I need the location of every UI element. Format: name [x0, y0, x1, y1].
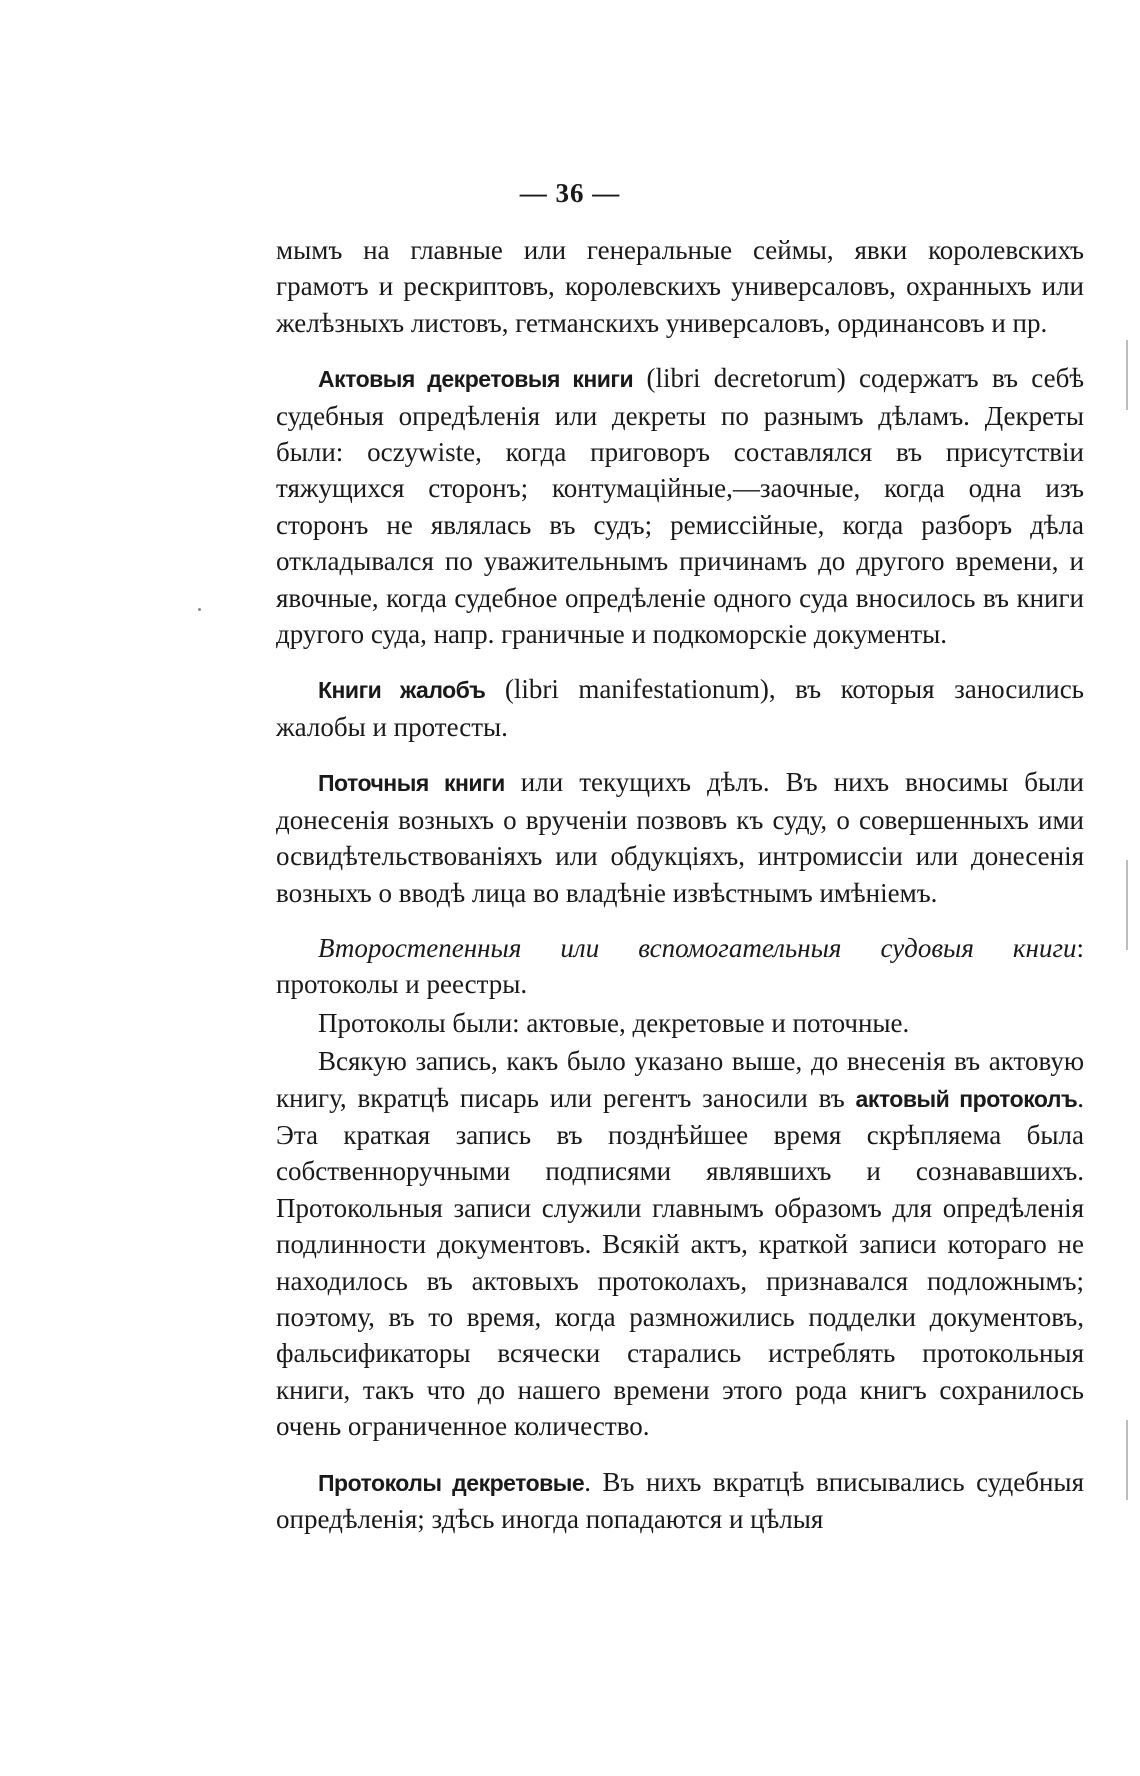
paragraph-decree-protocols: [276, 1464, 1084, 1538]
scan-margin-mark: [1126, 340, 1128, 410]
paragraph-current-books: [276, 764, 1084, 911]
paragraph-act-protocol-text-b: . Эта краткая запись въ позднѣйшее время скрѣпляема была собственноручными подписями являвшихъ и сознававшихъ. Протокольныя записи служили главнымъ образомъ для опредѣленія подлинности документовъ. Всякій актъ, краткой записи котораго не находилось въ актовыхъ протоколахъ, признавался подложнымъ; поэтому, въ то время, когда размножились подделки документовъ, фальсификаторы всячески старались истреблять протокольныя книги, такъ что до нашего времени этого рода книгъ сохранилось очень ограниченное количество.: [276, 1082, 1085, 1442]
paragraph-secondary-books: [276, 930, 1084, 1003]
paragraph-complaint-books-text: (libri manifestationum), въ которыя заносились жалобы и протесты.: [276, 674, 1084, 742]
paragraph-secondary-books-text: : протоколы и реестры.: [276, 932, 1084, 1000]
body-text: [276, 232, 1084, 1556]
scan-speck: [198, 608, 201, 611]
paragraph-current-books-text: или текущихъ дѣлъ. Въ нихъ вносимы были донесенія возныхъ о врученіи позвовъ къ суду, о совершенныхъ ими освидѣтельствованіяхъ или обдукціяхъ, интромиссіи или донесенія возныхъ о вводѣ лица во владѣніе извѣстнымъ имѣніемъ.: [276, 767, 1085, 908]
paragraph-protocols-types-text: Протоколы были: актовые, декретовые и поточные.: [318, 1007, 910, 1038]
term-current-books: Поточныя книги: [318, 770, 505, 797]
paragraph-1: [276, 232, 1084, 341]
term-act-protocol: актовый протоколъ: [855, 1085, 1078, 1112]
paragraph-1-text: мымъ на главные или генеральные сеймы, явки королевскихъ грамотъ и рескриптовъ, королевскихъ универсаловъ, охранныхъ или желѣзныхъ листовъ, гетманскихъ универсаловъ, ординансовъ и пр.: [276, 235, 1084, 338]
paragraph-decree-books-text: (libri decretorum) содержатъ въ себѣ судебныя опредѣленія или декреты по разнымъ дѣламъ. Декреты были: oczywiste, когда приговоръ составлялся въ присутствіи тяжущихся сторонъ; контумаційные,—заочные, когда одна изъ сторонъ не являлась въ судъ; ремиссійные, когда разборъ дѣла откладывался по уважительнымъ причинамъ до другого времени, и явочные, когда судебное опредѣленіе одного суда вносилось въ книги другого суда, напр. граничные и подкоморскіе документы.: [276, 363, 1084, 650]
paragraph-act-protocol-text-a: Всякую запись, какъ было указано выше, до внесенія въ актовую книгу, вкратцѣ писарь или регентъ заносили въ: [276, 1046, 1084, 1113]
term-decree-books: Актовыя декретовыя книги: [318, 366, 634, 393]
paragraph-protocols-types: [276, 1005, 1084, 1041]
paragraph-act-protocol: [276, 1043, 1084, 1444]
scan-margin-mark: [1126, 860, 1128, 950]
scan-margin-mark: [1126, 1420, 1128, 1500]
paragraph-decree-protocols-text: . Въ нихъ вкратцѣ вписывались судебныя опредѣленія; здѣсь иногда попадаются и цѣлыя: [276, 1466, 1084, 1534]
page-number: — 36 —: [519, 178, 621, 208]
term-complaint-books: Книги жалобъ: [318, 677, 486, 704]
paragraph-decree-books: [276, 360, 1084, 652]
paragraph-complaint-books: [276, 671, 1084, 745]
term-decree-protocols: Протоколы декретовые: [318, 1469, 585, 1496]
heading-secondary-books: Второстепенныя или вспомогательныя судовыя книги: [318, 932, 1077, 963]
